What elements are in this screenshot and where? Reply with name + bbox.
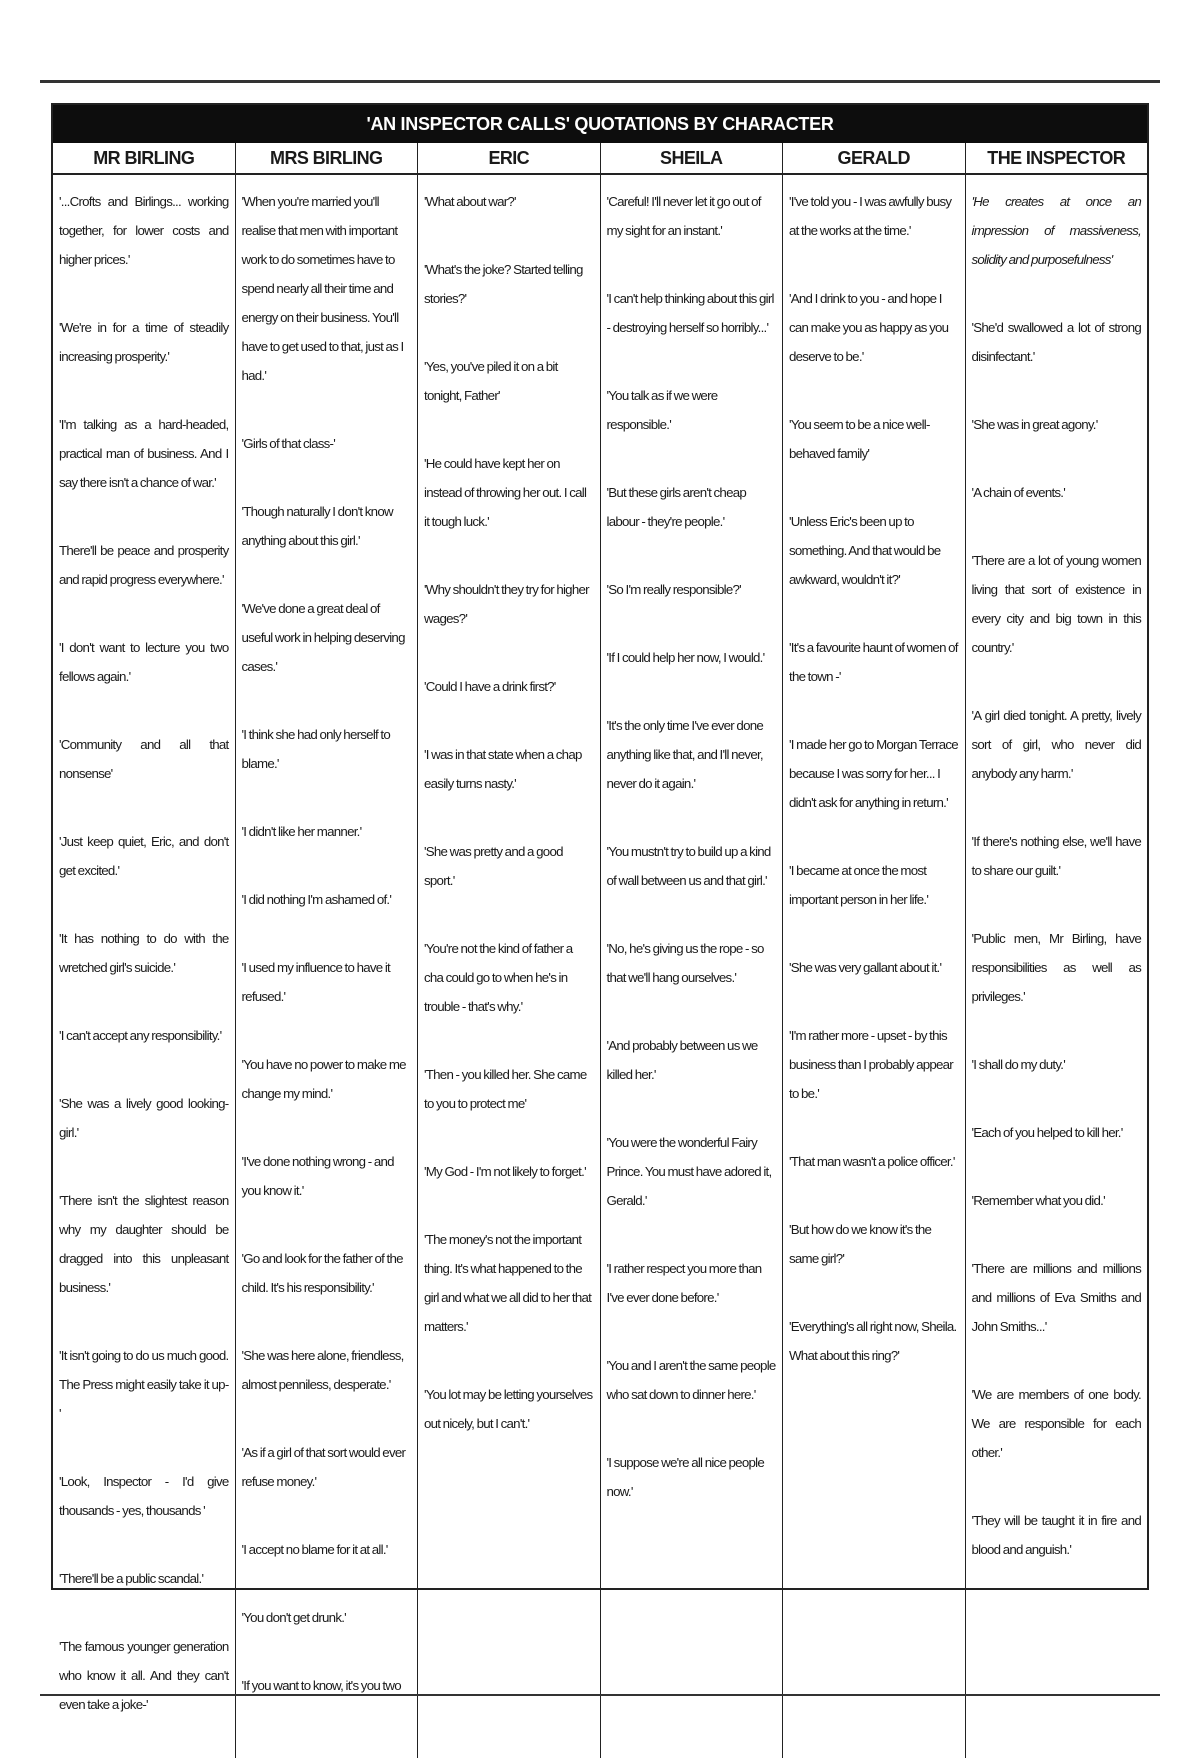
quote: 'We're in for a time of steadily increasing prosperity.'	[59, 320, 229, 364]
quote: 'You were the wonderful Fairy Prince. You must have adored it, Gerald.'	[606, 1135, 772, 1208]
quote: 'I've told you - I was awfully busy at the works at the time.'	[789, 194, 952, 238]
quote: 'It has nothing to do with the wretched girl's suicide.'	[59, 931, 229, 975]
quote: 'And probably between us we killed her.'	[606, 1038, 758, 1082]
quote: 'You have no power to make me change my mind.'	[241, 1057, 406, 1101]
quote: 'I'm talking as a hard-headed, practical man of business. And I say there isn't a chance of war.'	[59, 417, 229, 490]
quote: 'I rather respect you more than I've ever done before.'	[606, 1261, 762, 1305]
quote: 'But how do we know it's the same girl?'	[789, 1222, 932, 1266]
column-headers	[53, 143, 1147, 175]
quote: 'No, he's giving us the rope - so that we'll hang ourselves.'	[606, 941, 764, 985]
quote: 'I can't accept any responsibility.'	[59, 1028, 222, 1043]
quote: 'Remember what you did.'	[971, 1193, 1105, 1208]
quote: 'There isn't the slightest reason why my daughter should be dragged into this unpleasant business.'	[59, 1193, 229, 1295]
quote: 'If there's nothing else, we'll have to share our guilt.'	[971, 834, 1141, 878]
column-the-inspector	[965, 175, 1148, 1758]
quote: 'There are millions and millions and millions of Eva Smiths and John Smiths...'	[971, 1261, 1141, 1334]
quote: 'They will be taught it in fire and blood and anguish.'	[971, 1513, 1141, 1557]
quote: There'll be peace and prosperity and rapid progress everywhere.'	[59, 543, 229, 587]
quote: 'A chain of events.'	[971, 485, 1066, 500]
quote: 'You're not the kind of father a cha could go to when he's in trouble - that's why.'	[424, 941, 573, 1014]
quote: 'She was here alone, friendless, almost penniless, desperate.'	[241, 1348, 404, 1392]
quote: 'It's the only time I've ever done anything like that, and I'll never, never do it again.'	[606, 718, 764, 791]
quote: 'He could have kept her on instead of throwing her out. I call it tough luck.'	[424, 456, 587, 529]
quote: 'I think she had only herself to blame.'	[241, 727, 391, 771]
quote: 'A girl died tonight. A pretty, lively sort of girl, who never did anybody any harm.'	[971, 708, 1141, 781]
quote: 'She was in great agony.'	[971, 417, 1098, 432]
quote: 'Careful! I'll never let it go out of my sight for an instant.'	[606, 194, 761, 238]
quote: 'I'm rather more - upset - by this business than I probably appear to be.'	[789, 1028, 953, 1101]
quote: 'I've done nothing wrong - and you know it.'	[241, 1154, 394, 1198]
quote: 'I didn't like her manner.'	[241, 824, 362, 839]
quote: 'It isn't going to do us much good. The Press might easily take it up-'	[59, 1348, 229, 1421]
header-mr-birling: MR BIRLING	[93, 148, 195, 168]
quote: 'I used my influence to have it refused.'	[241, 960, 391, 1004]
quote: 'I can't help thinking about this girl - destroying herself so horribly...'	[606, 291, 774, 335]
quote: 'Though naturally I don't know anything about this girl.'	[241, 504, 393, 548]
quote: 'Could I have a drink first?'	[424, 679, 556, 694]
quote: 'My God - I'm not likely to forget.'	[424, 1164, 586, 1179]
quote: 'So I'm really responsible?'	[606, 582, 741, 597]
quote: 'Look, Inspector - I'd give thousands - yes, thousands '	[59, 1474, 229, 1518]
table-title: 'AN INSPECTOR CALLS' QUOTATIONS BY CHARACTER	[53, 105, 1147, 143]
quote: 'We are members of one body. We are responsible for each other.'	[971, 1387, 1141, 1460]
quote: 'Public men, Mr Birling, have responsibilities as well as privileges.'	[971, 931, 1141, 1004]
quote: 'If I could help her now, I would.'	[606, 650, 765, 665]
quote: 'You mustn't try to build up a kind of wall between us and that girl.'	[606, 844, 771, 888]
bottom-rule	[40, 1694, 1160, 1696]
header-mrs-birling: MRS BIRLING	[235, 143, 418, 173]
quote: 'You seem to be a nice well-behaved family'	[789, 417, 930, 461]
quote: 'I shall do my duty.'	[971, 1057, 1066, 1072]
quote: 'She was pretty and a good sport.'	[424, 844, 563, 888]
quote: 'You and I aren't the same people who sat down to dinner here.'	[606, 1358, 776, 1402]
top-rule	[40, 80, 1160, 83]
quote: 'I accept no blame for it at all.'	[241, 1542, 388, 1557]
quote: 'When you're married you'll realise that men with important work to do sometimes have to spend nearly all their time and energy on their business. You'll have to get used to that, just as I had.'	[241, 194, 404, 383]
quote: 'It's a favourite haunt of women of the town -'	[789, 640, 958, 684]
quote: 'She was very gallant about it.'	[789, 960, 942, 975]
quote: 'That man wasn't a police officer.'	[789, 1154, 955, 1169]
quote: 'But these girls aren't cheap labour - they're people.'	[606, 485, 747, 529]
quote: 'There'll be a public scandal.'	[59, 1571, 204, 1586]
header-gerald: GERALD	[782, 143, 965, 173]
quote-columns	[53, 175, 1147, 1758]
quote: 'I suppose we're all nice people now.'	[606, 1455, 764, 1499]
column-mrs-birling	[235, 175, 418, 1758]
column-eric	[417, 175, 600, 1758]
quote: 'She'd swallowed a lot of strong disinfectant.'	[971, 320, 1141, 364]
quote: 'He creates at once an impression of massiveness, solidity and purposefulness'	[971, 194, 1141, 267]
quote: 'The money's not the important thing. It's what happened to the girl and what we all did to her that matters.'	[424, 1232, 592, 1334]
quote: 'Unless Eric's been up to something. And that would be awkward, wouldn't it?'	[789, 514, 941, 587]
column-gerald	[782, 175, 965, 1758]
quote: 'Each of you helped to kill her.'	[971, 1125, 1123, 1140]
quote: 'Community and all that nonsense'	[59, 737, 229, 781]
quote: 'There are a lot of young women living that sort of existence in every city and big town in this country.'	[971, 553, 1141, 655]
quote: 'What's the joke? Started telling stories?'	[424, 262, 583, 306]
quote: 'You lot may be letting yourselves out nicely, but I can't.'	[424, 1387, 593, 1431]
quote: 'I became at once the most important person in her life.'	[789, 863, 929, 907]
quote: 'Just keep quiet, Eric, and don't get excited.'	[59, 834, 229, 878]
quote: 'You talk as if we were responsible.'	[606, 388, 718, 432]
column-sheila	[600, 175, 783, 1758]
quote: '...Crofts and Birlings... working together, for lower costs and higher prices.'	[59, 194, 229, 267]
quote: 'Why shouldn't they try for higher wages?'	[424, 582, 589, 626]
quote: 'Go and look for the father of the child. It's his responsibility.'	[241, 1251, 403, 1295]
quote: 'As if a girl of that sort would ever refuse money.'	[241, 1445, 406, 1489]
quote: 'I don't want to lecture you two fellows again.'	[59, 640, 229, 684]
header-the-inspector: THE INSPECTOR	[965, 143, 1148, 173]
quote: 'We've done a great deal of useful work in helping deserving cases.'	[241, 601, 405, 674]
quote: 'The famous younger generation who know it all. And they can't even take a joke-'	[59, 1639, 229, 1712]
quote: 'Everything's all right now, Sheila. What about this ring?'	[789, 1319, 957, 1363]
quote: 'And I drink to you - and hope I can make you as happy as you deserve to be.'	[789, 291, 949, 364]
quote: 'Then - you killed her. She came to you to protect me'	[424, 1067, 587, 1111]
quote: 'You don't get drunk.'	[241, 1610, 346, 1625]
quote: 'Yes, you've piled it on a bit tonight, Father'	[424, 359, 558, 403]
quote: 'I was in that state when a chap easily turns nasty.'	[424, 747, 582, 791]
quotations-table	[51, 103, 1149, 1712]
header-eric: ERIC	[417, 143, 600, 173]
quote: 'What about war?'	[424, 194, 516, 209]
quote: 'I did nothing I'm ashamed of.'	[241, 892, 392, 907]
quote: 'If you want to know, it's you two	[241, 1678, 401, 1693]
quote: 'Girls of that class-'	[241, 436, 335, 451]
column-mr-birling	[53, 175, 235, 1758]
quote: 'She was a lively good looking-girl.'	[59, 1096, 229, 1140]
quote: 'I made her go to Morgan Terrace because I was sorry for her... I didn't ask for anything in return.'	[789, 737, 958, 810]
header-sheila: SHEILA	[600, 143, 783, 173]
